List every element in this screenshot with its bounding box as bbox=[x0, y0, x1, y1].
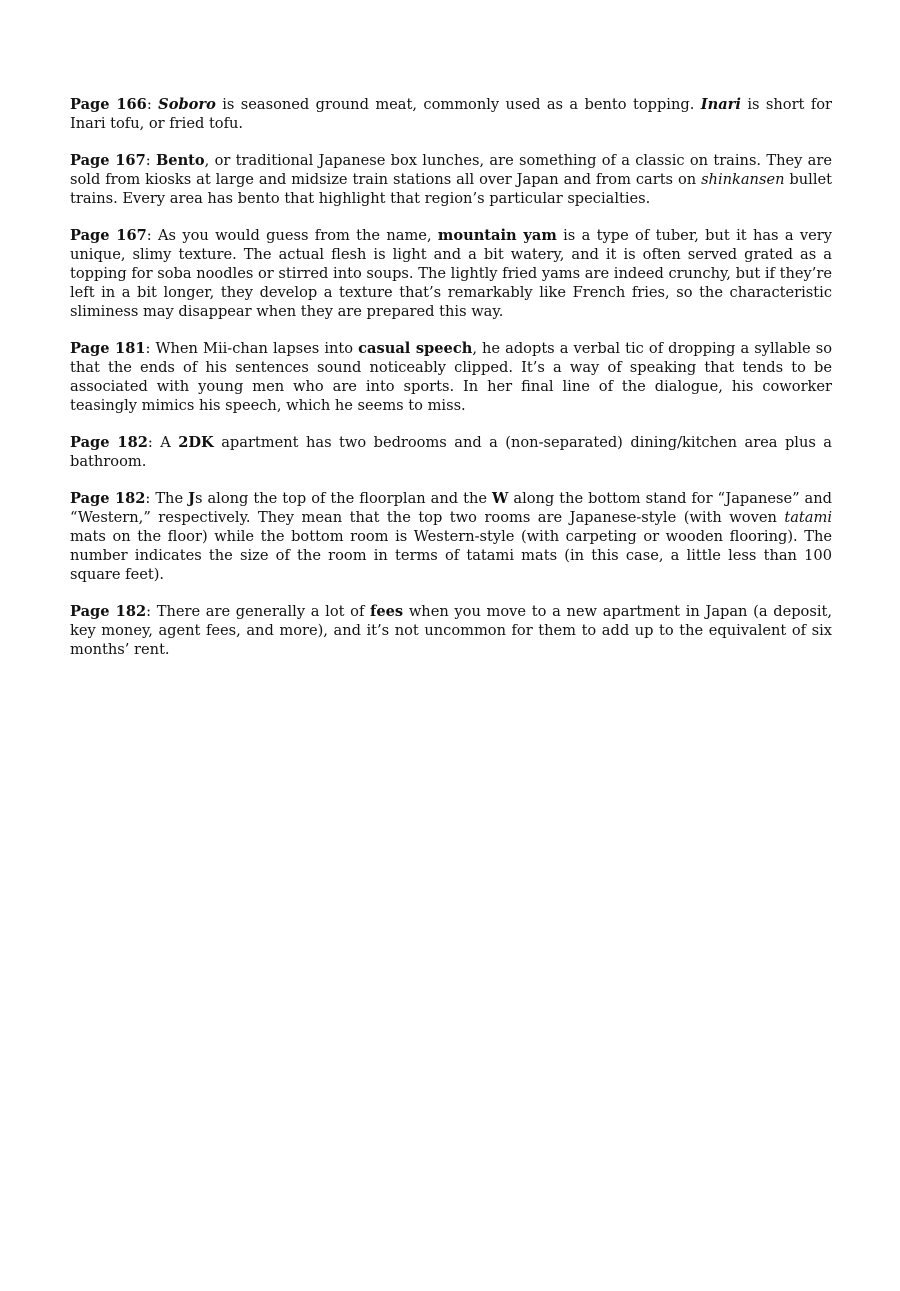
note-text: is a type of tuber, but it has a very unique, slimy texture. The actual flesh is light and a bit watery, and it is often served grated as a topping for soba noodles or stirred into soups. The lightly fried yams are indeed crunchy, but if they’re left in a bit longer, they develop a texture that’s remarkably like French fries, so the characteristic sliminess may disappear when they are prepared this way. bbox=[70, 227, 832, 320]
term-italic: shinkansen bbox=[701, 171, 785, 188]
note-text: when you move to a new apartment in Japan (a deposit, key money, agent fees, and more), and it’s not uncommon for them to add up to the equivalent of six months’ rent. bbox=[70, 603, 832, 658]
note-text: s along the top of the floorplan and the bbox=[195, 490, 492, 507]
note-text: : As you would guess from the name, bbox=[146, 227, 438, 244]
note-text: : A bbox=[147, 434, 179, 451]
page-reference: Page 182 bbox=[70, 490, 146, 507]
term-bold-italic: Inari bbox=[700, 96, 741, 113]
term-bold: Bento bbox=[155, 152, 205, 169]
term-italic: tatami bbox=[784, 509, 832, 526]
note-text: bullet trains. Every area has bento that highlight that region’s particular specialties. bbox=[70, 171, 832, 207]
term-bold: W bbox=[492, 490, 509, 507]
note-text: mats on the floor) while the bottom room is Western-style (with carpeting or wooden flooring). The number indicates the size of the room in terms of tatami mats (in this case, a little less than 100 square feet). bbox=[70, 528, 832, 583]
note-paragraph bbox=[70, 489, 832, 584]
page-reference: Page 166 bbox=[70, 96, 147, 113]
note-text: , or traditional Japanese box lunches, are something of a classic on trains. They are sold from kiosks at large and midsize train stations all over Japan and from carts on bbox=[70, 152, 832, 188]
note-paragraph bbox=[70, 151, 832, 208]
note-text: , he adopts a verbal tic of dropping a syllable so that the ends of his sentences sound noticeably clipped. It’s a way of speaking that tends to be associated with young men who are into sports. In her final line of the dialogue, his coworker teasingly mimics his speech, which he seems to miss. bbox=[70, 340, 832, 414]
note-text: along the bottom stand for “Japanese” and “Western,” respectively. They mean that the top two rooms are Japanese-style (with woven bbox=[70, 490, 832, 526]
note-text: : bbox=[145, 152, 156, 169]
note-paragraph bbox=[70, 339, 832, 415]
note-paragraph bbox=[70, 95, 832, 133]
note-text: : There are generally a lot of bbox=[146, 603, 371, 620]
note-text: is short for Inari tofu, or fried tofu. bbox=[70, 96, 832, 132]
term-bold: casual speech bbox=[358, 340, 473, 357]
term-bold-italic: Soboro bbox=[158, 96, 216, 113]
note-paragraph bbox=[70, 602, 832, 659]
page-reference: Page 182 bbox=[70, 603, 147, 620]
term-bold: mountain yam bbox=[437, 227, 557, 244]
term-bold: 2DK bbox=[178, 434, 214, 451]
page-reference: Page 167 bbox=[70, 152, 146, 169]
translation-notes bbox=[70, 95, 832, 677]
term-bold: J bbox=[188, 490, 195, 507]
term-bold: fees bbox=[370, 603, 404, 620]
note-text: : bbox=[146, 96, 159, 113]
note-paragraph bbox=[70, 226, 832, 321]
page-reference: Page 181 bbox=[70, 340, 146, 357]
note-text: : The bbox=[145, 490, 189, 507]
note-text: : When Mii-chan lapses into bbox=[145, 340, 359, 357]
note-text: is seasoned ground meat, commonly used as a bento topping. bbox=[215, 96, 701, 113]
page-reference: Page 182 bbox=[70, 434, 148, 451]
note-text: apartment has two bedrooms and a (non-separated) dining/kitchen area plus a bathroom. bbox=[70, 434, 833, 470]
page-reference: Page 167 bbox=[70, 227, 147, 244]
note-paragraph bbox=[70, 433, 832, 471]
